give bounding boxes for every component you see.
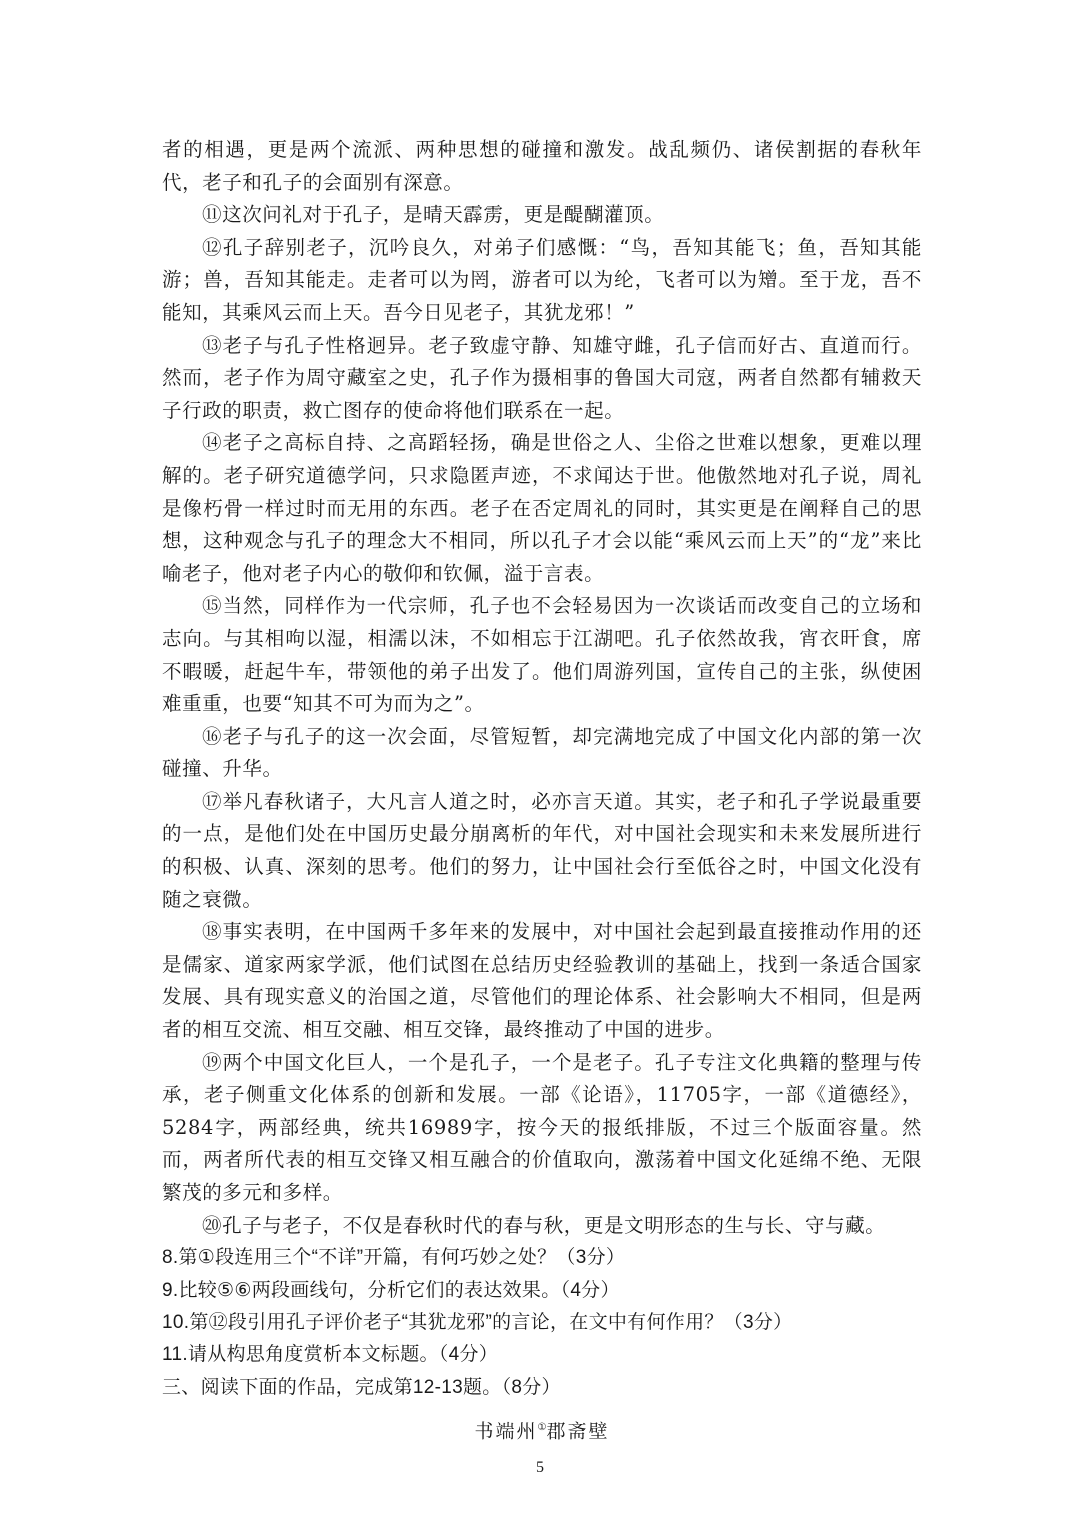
poem-title-part-2: 郡斋壁: [546, 1420, 610, 1443]
poem-title: [162, 1408, 922, 1451]
paragraph-11: ⑪这次问礼对于孔子，是晴天霹雳，更是醍醐灌顶。: [202, 203, 665, 227]
paragraph-continuation: 者的相遇，更是两个流派、两种思想的碰撞和激发。战乱频仍、诸侯割据的春秋年代，老子和孔子的会面别有深意。: [162, 138, 922, 194]
paragraph-20: ⑳孔子与老子，不仅是春秋时代的春与秋，更是文明形态的生与长、守与藏。: [202, 1213, 886, 1237]
paragraph-16: ⑯老子与孔子的这一次会面，尽管短暂，却完满地完成了中国文化内部的第一次碰撞、升华。: [162, 724, 922, 781]
question-9: 9.比较⑤⑥两段画线句，分析它们的表达效果。（4分）: [162, 1279, 620, 1301]
paragraph-19: ⑲两个中国文化巨人，一个是孔子，一个是老子。孔子专注文化典籍的整理与传承，老子侧重文化体系的创新和发展。一部《论语》，11705字，一部《道德经》，5284字，两部经典，统共16989字，按今天的报纸排版，不过三个版面容量。然而，两者所代表的相互交锋又相互融合的价值取向，激荡着中国文化延绵不绝、无限繁茂的多元和多样。: [162, 1050, 922, 1204]
paragraph-17: ⑰举凡春秋诸子，大凡言人道之时，必亦言天道。其实，老子和孔子学说最重要的一点，是他们处在中国历史最分崩离析的年代，对中国社会现实和未来发展所进行的积极、认真、深刻的思考。他们的努力，让中国社会行至低谷之时，中国文化没有随之衰微。: [162, 789, 922, 911]
paragraph-12: ⑫孔子辞别老子，沉吟良久，对弟子们感慨：“鸟，吾知其能飞；鱼，吾知其能游；兽，吾知其能走。走者可以为罔，游者可以为纶，飞者可以为矰。至于龙，吾不能知，其乘风云而上天。吾今日见老子，其犹龙邪！”: [162, 235, 922, 324]
section-heading: 三、阅读下面的作品，完成第12-13题。（8分）: [162, 1376, 561, 1398]
question-10: 10.第⑫段引用孔子评价老子“其犹龙邪”的言论，在文中有何作用？（3分）: [162, 1312, 793, 1333]
paragraph-14: ⑭老子之高标自持、之高蹈轻扬，确是世俗之人、尘俗之世难以想象，更难以理解的。老子研究道德学问，只求隐匿声迹，不求闻达于世。他傲然地对孔子说，周礼是像朽骨一样过时而无用的东西。老子在否定周礼的同时，其实更是在阐释自己的思想，这种观念与孔子的理念大不相同，所以孔子才会以能“乘风云而上天”的“龙”来比喻老子，他对老子内心的敬仰和钦佩，溢于言表。: [162, 431, 922, 585]
page-number: 5: [536, 1459, 544, 1476]
question-list: [162, 1242, 922, 1372]
question-11: 11.请从构思角度赏析本文标题。（4分）: [162, 1344, 499, 1366]
question-8: 8.第①段连用三个“不详”开篇，有何巧妙之处？（3分）: [162, 1247, 626, 1269]
paragraph-13: ⑬老子与孔子性格迥异。老子致虚守静、知雄守雌，孔子信而好古、直道而行。然而，老子作为周守藏室之史，孔子作为摄相事的鲁国大司寇，两者自然都有辅救天子行政的职责，救亡图存的使命将他们联系在一起。: [162, 333, 922, 422]
reading-passage: [162, 134, 922, 1452]
paragraph-18: ⑱事实表明，在中国两千多年来的发展中，对中国社会起到最直接推动作用的还是儒家、道家两家学派，他们试图在总结历史经验教训的基础上，找到一条适合国家发展、具有现实意义的治国之道，尽管他们的理论体系、社会影响大不相同，但是两者的相互交流、相互交融、相互交锋，最终推动了中国的进步。: [162, 920, 922, 1042]
poem-title-part-1: 书端州: [474, 1420, 538, 1443]
paragraph-15: ⑮当然，同样作为一代宗师，孔子也不会轻易因为一次谈话而改变自己的立场和志向。与其相呴以湿，相濡以沫，不如相忘于江湖吧。孔子依然故我，宵衣旰食，席不暇暖，赶起牛车，带领他的弟子出发了。他们周游列国，宣传自己的主张，纵使困难重重，也要“知其不可为而为之”。: [162, 594, 922, 716]
footnote-marker: ①: [537, 1422, 547, 1434]
